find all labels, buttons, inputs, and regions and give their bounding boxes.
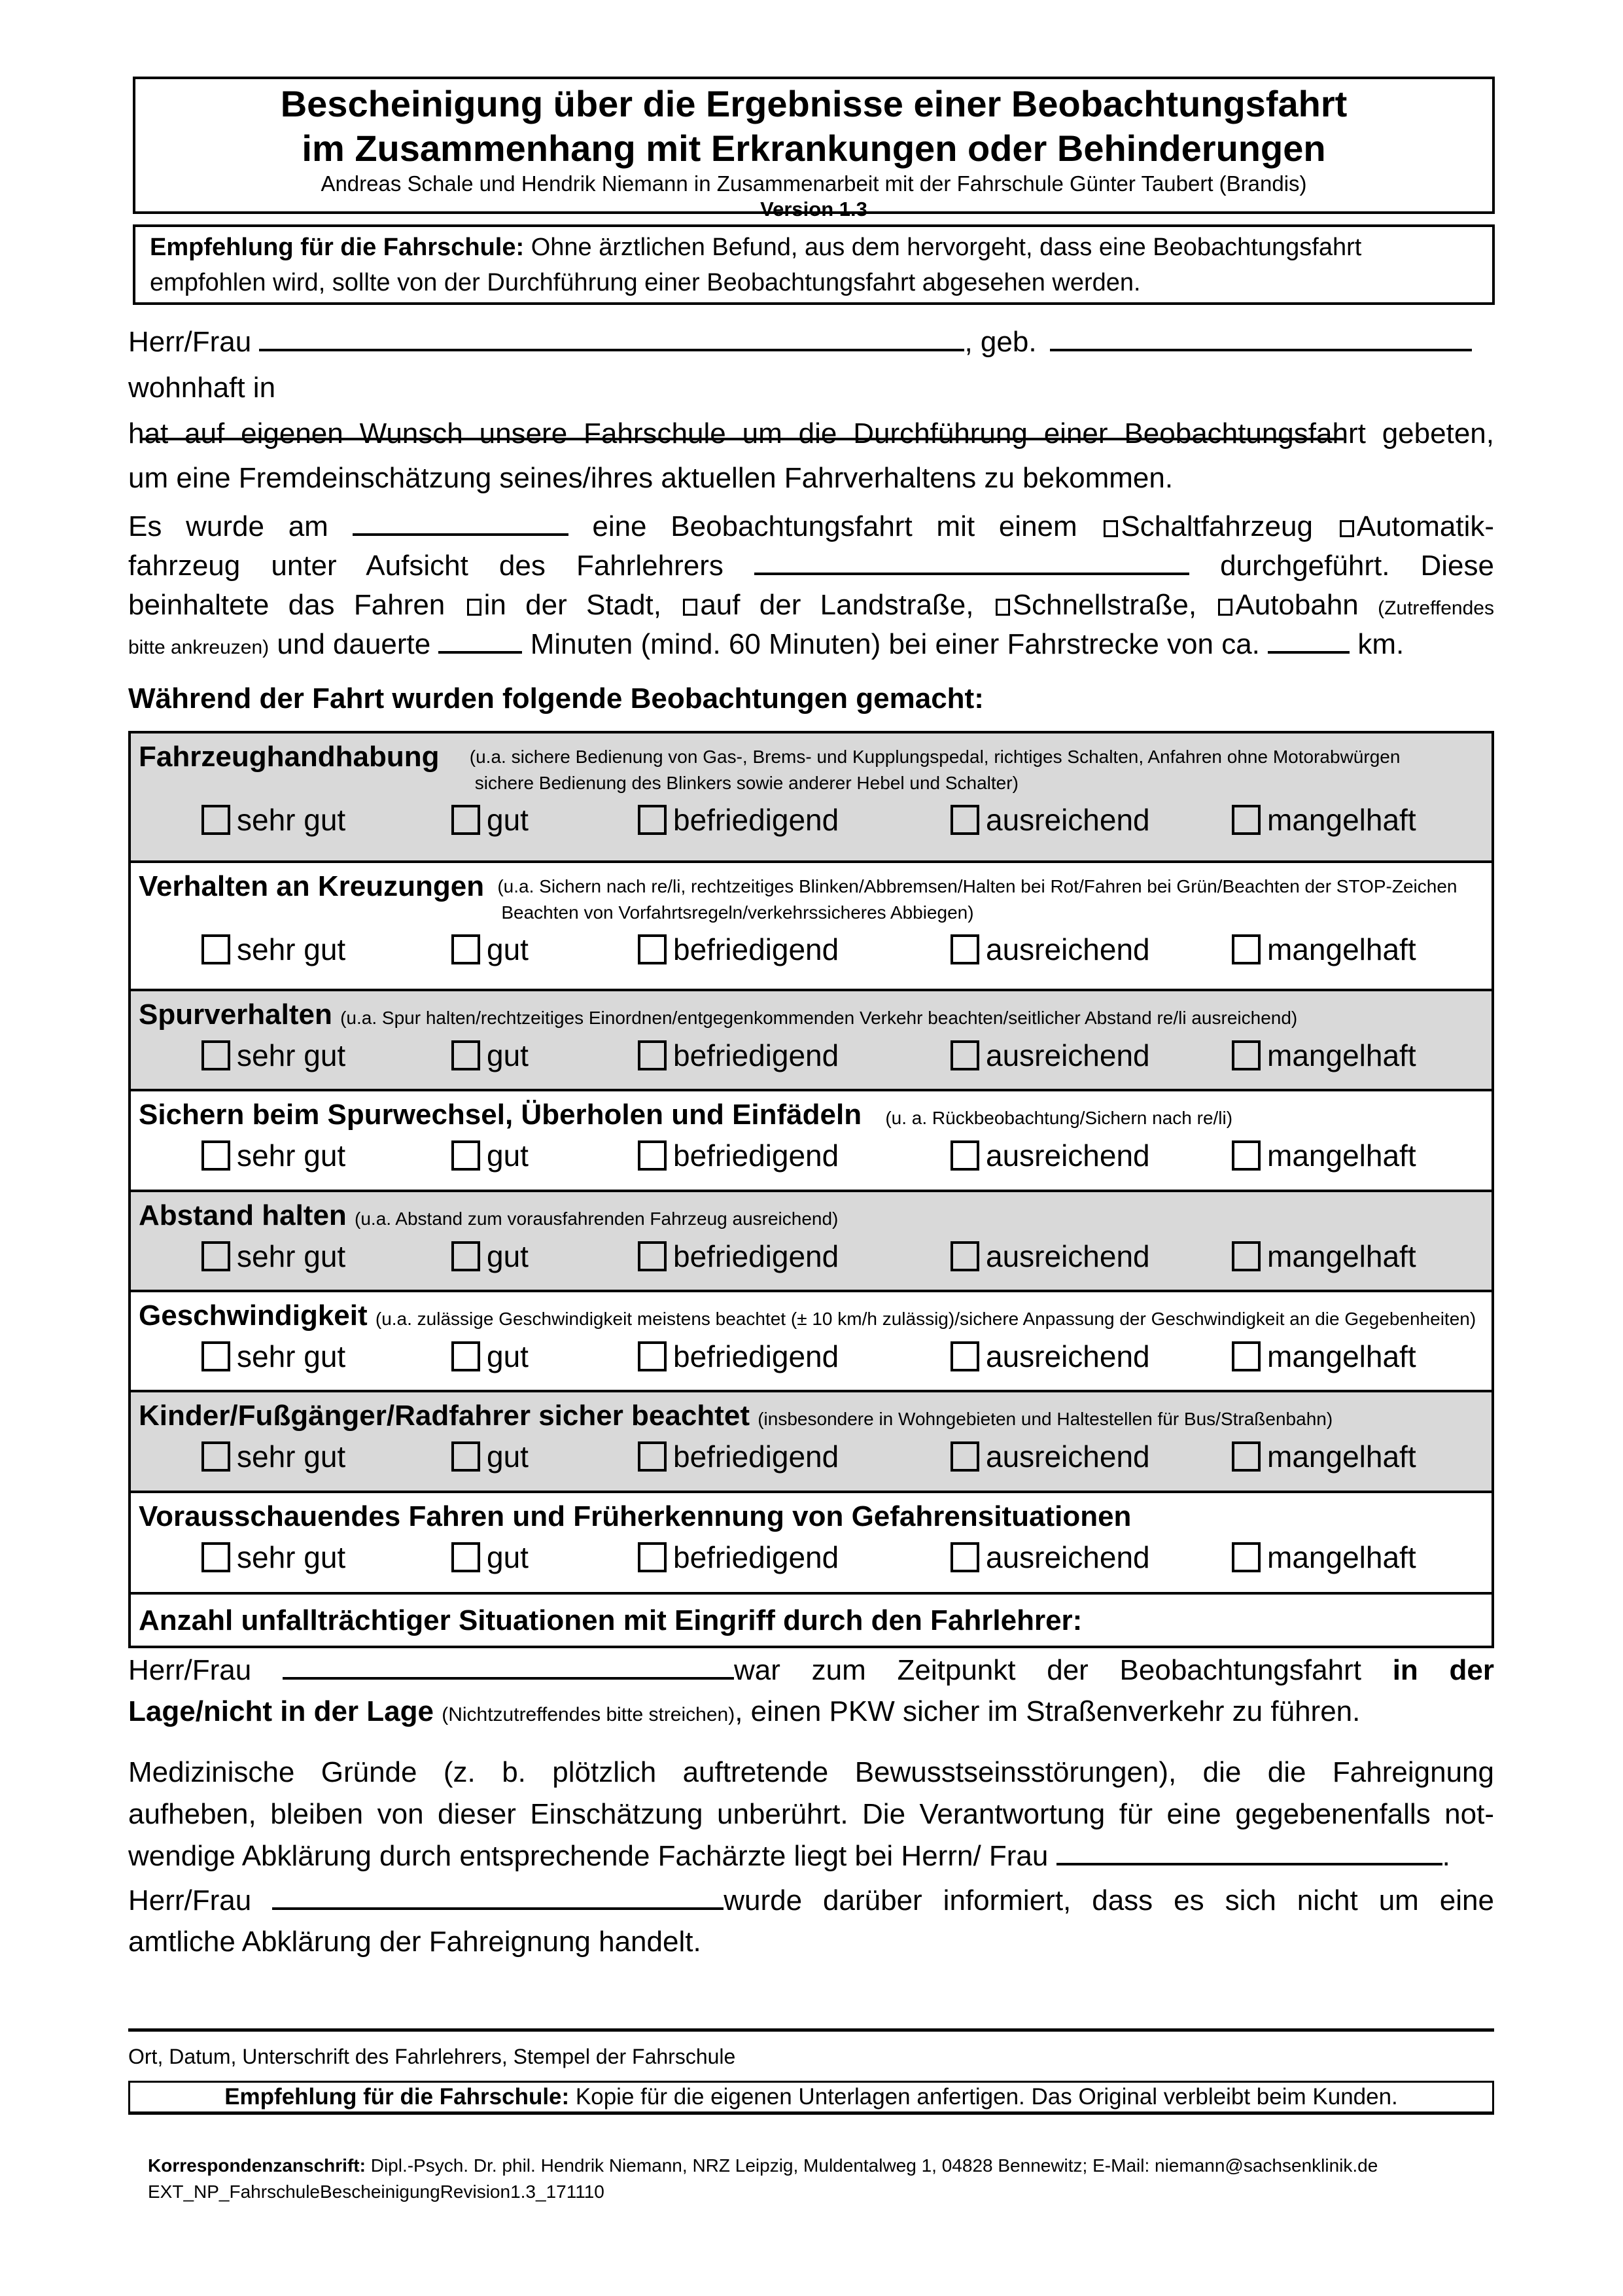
category-header [131,1392,1492,1433]
accidents-label: Anzahl unfallträchtiger Situationen mit Eingriff durch den Fahrlehrer: [139,1604,1083,1636]
checkbox-icon[interactable] [1232,1040,1261,1070]
checkbox-icon[interactable] [451,1140,480,1171]
checkbox-icon[interactable] [638,805,667,835]
hint-text: (Zutreffendes [1378,597,1494,619]
category-row-intersections [131,863,1492,991]
rating-mangelhaft[interactable] [1232,1539,1416,1576]
rating-label: befriedigend [673,1540,839,1574]
checkbox-icon[interactable] [1232,1441,1261,1472]
highway-label: Autobahn [1235,589,1359,621]
category-row-lane-change [131,1091,1492,1192]
category-description [497,874,1457,926]
authors-line: Andreas Schale und Hendrik Niemann in Zusammenarbeit mit der Fahrschule Günter Taubert (Brandis) [321,171,1307,196]
conclusion-name-field[interactable] [283,1651,734,1680]
recommendation-label: Empfehlung für die Fahrschule: [150,234,525,261]
rating-label: mangelhaft [1267,1439,1416,1474]
rating-label: gut [487,1038,529,1072]
rating-label: sehr gut [237,1540,346,1574]
category-description: (u.a. zulässige Geschwindigkeit meistens beachtet (± 10 km/h zulässig)/sichere Anpassung der Geschwindigkeit an die Gegebenheiten) [375,1309,1476,1329]
medical-line-3 [128,1835,1494,1878]
rating-label: gut [487,803,529,837]
rating-gut[interactable] [451,1137,529,1174]
rating-label: mangelhaft [1267,1239,1416,1273]
checkbox-icon[interactable] [201,1542,230,1572]
rating-ausreichend[interactable] [951,1137,1150,1174]
rating-label: ausreichend [986,1239,1150,1273]
category-description: (u. a. Rückbeobachtung/Sichern nach re/li) [885,1108,1233,1128]
informed-text: wurde darüber informiert, dass es sich nicht um eine [724,1884,1494,1916]
checkbox-icon[interactable] [1232,1341,1261,1371]
rating-label: gut [487,932,529,966]
highway-checkbox[interactable] [1218,599,1232,616]
intro-line-2: um eine Fremdeinschätzung seines/ihres aktuellen Fahrverhaltens zu bekommen. [128,462,1174,494]
rating-label: befriedigend [673,1439,839,1474]
checkbox-icon[interactable] [951,1341,979,1371]
city-label: in der Stadt, [483,589,661,621]
automatic-vehicle-label: Automatik- [1356,510,1495,542]
rating-befriedigend[interactable] [638,1438,839,1475]
checkbox-icon[interactable] [451,1441,480,1472]
rating-gut[interactable] [451,931,529,968]
category-title: Vorausschauendes Fahren und Früherkennung von Gefahrensituationen [139,1500,1132,1532]
checkbox-icon[interactable] [1232,805,1261,835]
correspondence-label: Korrespondenzanschrift: [148,2155,366,2176]
category-title: Geschwindigkeit [139,1299,368,1332]
checkbox-icon[interactable] [638,1241,667,1271]
version-label: Version 1.3 [760,198,867,221]
distance-field[interactable] [1268,625,1350,654]
rating-label: mangelhaft [1267,1139,1416,1173]
category-description-line: Beachten von Vorfahrtsregeln/verkehrssicheres Abbiegen) [501,902,974,923]
category-title: Fahrzeughandhabung [139,741,440,773]
name-field[interactable] [259,323,964,351]
checkbox-icon[interactable] [451,1542,480,1572]
rating-options [131,926,1492,978]
category-header [131,991,1492,1032]
rating-befriedigend[interactable] [638,1539,839,1576]
checkbox-icon[interactable] [451,805,480,835]
checkbox-icon[interactable] [951,1241,979,1271]
intro-line-1: hat auf eigenen Wunsch unsere Fahrschule um die Durchführung einer Beobachtungsfahrt gebeten, [128,417,1494,450]
trip-text: Minuten (mind. 60 Minuten) bei einer Fahrstrecke von ca. [530,628,1260,660]
rating-ausreichend[interactable] [951,1037,1150,1074]
rating-options [131,1534,1492,1586]
category-title: Sichern beim Spurwechsel, Überholen und Einfädeln [139,1099,862,1131]
informed-name-field[interactable] [272,1881,724,1910]
informed-line-1 [128,1879,1494,1922]
document-title-line1: Bescheinigung über die Ergebnisse einer Beobachtungsfahrt [280,83,1348,124]
trip-line-4 [128,625,1494,667]
category-title: Verhalten an Kreuzungen [139,870,485,902]
conclusion-text: , einen PKW sicher im Straßenverkehr zu führen. [735,1695,1361,1727]
hint-text: bitte ankreuzen) [128,637,270,658]
rating-label: gut [487,1239,529,1273]
rating-label: mangelhaft [1267,1540,1416,1574]
birthdate-field[interactable] [1050,323,1472,351]
title-box [133,77,1495,221]
herr-frau-label: Herr/Frau [128,1884,252,1916]
rating-label: gut [487,1540,529,1574]
category-title: Spurverhalten [139,998,332,1031]
rating-label: ausreichend [986,932,1150,966]
category-header [131,1091,1492,1132]
rating-gut[interactable] [451,1438,529,1475]
rating-mangelhaft[interactable] [1232,931,1416,968]
rating-label: befriedigend [673,1139,839,1173]
rating-label: ausreichend [986,1339,1150,1373]
checkbox-icon[interactable] [951,1140,979,1171]
checkbox-icon[interactable] [638,1542,667,1572]
checkbox-icon[interactable] [201,934,230,964]
checkbox-icon[interactable] [951,1040,979,1070]
expressway-label: Schnellstraße, [1012,589,1197,621]
checkbox-icon[interactable] [638,934,667,964]
category-header [131,1192,1492,1233]
rating-options [131,1433,1492,1485]
rating-gut[interactable] [451,1539,529,1576]
personal-line-1 [128,321,1494,364]
category-header [131,1292,1492,1333]
country-road-label: auf der Landstraße, [700,589,974,621]
rating-options [131,1233,1492,1285]
rating-label: sehr gut [237,1339,346,1373]
checkbox-icon[interactable] [1232,934,1261,964]
medical-line-1: Medizinische Gründe (z. b. plötzlich auftretende Bewusstseinsstörungen), die die Fahreignung [128,1756,1494,1788]
trip-text: unter Aufsicht des Fahrlehrers [271,550,724,582]
category-description: (insbesondere in Wohngebieten und Haltestellen für Bus/Straßenbahn) [758,1409,1333,1429]
country-road-checkbox[interactable] [683,599,697,616]
checkbox-icon[interactable] [451,1341,480,1371]
informed-line-2: amtliche Abklärung der Fahreignung handelt. [128,1926,701,1958]
instructor-field[interactable] [754,546,1189,575]
rating-mangelhaft[interactable] [1232,1438,1416,1475]
manual-vehicle-label: Schaltfahrzeug [1121,510,1313,542]
rating-label: gut [487,1139,529,1173]
trip-line-3 [128,586,1494,628]
rating-label: gut [487,1339,529,1373]
category-header [131,863,1492,926]
geb-label: , geb. [964,326,1037,358]
recommendation-box-top [133,224,1495,305]
rating-label: mangelhaft [1267,803,1416,837]
trip-text: Es wurde am [128,510,328,542]
rating-label: mangelhaft [1267,1038,1416,1072]
city-checkbox[interactable] [467,599,481,616]
rating-label: ausreichend [986,803,1150,837]
checkbox-icon[interactable] [638,1040,667,1070]
rating-sehr-gut[interactable] [201,802,345,838]
rating-sehr-gut[interactable] [201,931,345,968]
conclusion-line-2 [128,1690,1494,1737]
observations-heading: Während der Fahrt wurden folgende Beobachtungen gemacht: [128,682,984,715]
rating-mangelhaft[interactable] [1232,1238,1416,1275]
rating-befriedigend[interactable] [638,802,839,838]
conclusion-bold: in der [1392,1654,1494,1686]
conclusion-text: war zum Zeitpunkt der Beobachtungsfahrt [734,1654,1361,1686]
rating-ausreichend[interactable] [951,1539,1150,1576]
signature-label: Ort, Datum, Unterschrift des Fahrlehrers, Stempel der Fahrschule [128,2045,736,2068]
rating-label: mangelhaft [1267,1339,1416,1373]
checkbox-icon[interactable] [1232,1241,1261,1271]
checkbox-icon[interactable] [638,1441,667,1472]
checkbox-icon[interactable] [1232,1542,1261,1572]
rating-label: ausreichend [986,1038,1150,1072]
rating-mangelhaft[interactable] [1232,1137,1416,1174]
rating-ausreichend[interactable] [951,931,1150,968]
medical-line-2: aufheben, bleiben von dieser Einschätzung unberührt. Die Verantwortung für eine gegebenenfalls not- [128,1798,1494,1830]
ability-option-text: Lage/nicht in der Lage [128,1695,434,1727]
trip-text: beinhaltete das Fahren [128,589,445,621]
rating-befriedigend[interactable] [638,1338,839,1375]
category-row-speed [131,1292,1492,1392]
recommendation-label: Empfehlung für die Fahrschule: [224,2084,570,2110]
rating-label: sehr gut [237,1239,346,1273]
category-header [131,733,1492,796]
rating-options [131,1032,1492,1084]
category-row-distance [131,1192,1492,1292]
category-description-line: sichere Bedienung des Blinkers sowie anderer Hebel und Schalter) [474,773,1019,793]
category-description-line: (u.a. sichere Bedienung von Gas-, Brems- und Kupplungspedal, richtiges Schalten, Anfahren ohne Motorabwürgen [469,747,1401,767]
accidents-row[interactable] [131,1595,1492,1646]
checkbox-icon[interactable] [201,1441,230,1472]
category-title: Kinder/Fußgänger/Radfahrer sicher beachtet [139,1400,750,1432]
rating-label: ausreichend [986,1139,1150,1173]
rating-gut[interactable] [451,802,529,838]
rating-mangelhaft[interactable] [1232,1338,1416,1375]
automatic-vehicle-checkbox[interactable] [1340,520,1354,537]
wohnhaft-label: wohnhaft in [128,372,276,404]
rating-sehr-gut[interactable] [201,1037,345,1074]
trip-text: durchgeführt. Diese [1220,550,1495,582]
conclusion-line-1 [128,1649,1494,1692]
checkbox-icon[interactable] [451,1040,480,1070]
checkbox-icon[interactable] [201,1341,230,1371]
trip-line-2 [128,546,1494,586]
rating-sehr-gut[interactable] [201,1137,345,1174]
category-description: (u.a. Spur halten/rechtzeitiges Einordnen/entgegenkommenden Verkehr beachten/seitlicher Abstand re/li ausreichend) [340,1008,1298,1028]
checkbox-icon[interactable] [951,1441,979,1472]
rating-label: befriedigend [673,1339,839,1373]
trip-date-field[interactable] [353,507,568,536]
rating-ausreichend[interactable] [951,802,1150,838]
category-title: Abstand halten [139,1199,347,1231]
rating-mangelhaft[interactable] [1232,802,1416,838]
checkbox-icon[interactable] [951,805,979,835]
medical-text: . [1442,1840,1450,1872]
rating-options [131,796,1492,849]
herr-frau-label: Herr/Frau [128,326,252,358]
rating-label: sehr gut [237,803,346,837]
rating-label: befriedigend [673,803,839,837]
recommendation-box-bottom [128,2081,1494,2115]
category-row-vehicle-handling [131,733,1492,863]
document-title-line2: im Zusammenhang mit Erkrankungen oder Behinderungen [302,128,1326,169]
rating-ausreichend[interactable] [951,1338,1150,1375]
rating-befriedigend[interactable] [638,931,839,968]
responsible-person-field[interactable] [1056,1837,1442,1865]
rating-ausreichend[interactable] [951,1238,1150,1275]
trip-text: eine Beobachtungsfahrt mit einem [592,510,1077,542]
category-description [470,744,1401,796]
rating-label: befriedigend [673,1038,839,1072]
trip-text: und dauerte [277,628,431,660]
rating-befriedigend[interactable] [638,1137,839,1174]
checkbox-icon[interactable] [201,805,230,835]
rating-label: befriedigend [673,1239,839,1273]
rating-label: befriedigend [673,932,839,966]
rating-befriedigend[interactable] [638,1037,839,1074]
herr-frau-label: Herr/Frau [128,1654,252,1686]
rating-label: gut [487,1439,529,1474]
recommendation-text: Kopie für die eigenen Unterlagen anfertigen. Das Original verbleibt beim Kunden. [569,2084,1398,2110]
duration-field[interactable] [438,625,522,654]
rating-label: sehr gut [237,1439,346,1474]
rating-befriedigend[interactable] [638,1238,839,1275]
rating-sehr-gut[interactable] [201,1238,345,1275]
rating-sehr-gut[interactable] [201,1438,345,1475]
trip-text: km. [1357,628,1405,660]
medical-text: wendige Abklärung durch entsprechende Fachärzte liegt bei Herrn/ Frau [128,1840,1049,1872]
hint-text: (Nichtzutreffendes bitte streichen) [442,1704,735,1725]
rating-label: ausreichend [986,1540,1150,1574]
rating-ausreichend[interactable] [951,1438,1150,1475]
checkbox-icon[interactable] [951,1542,979,1572]
evaluation-table [128,731,1494,1648]
signature-line[interactable] [128,2028,1494,2032]
rating-gut[interactable] [451,1338,529,1375]
rating-label: sehr gut [237,1038,346,1072]
rating-label: mangelhaft [1267,932,1416,966]
rating-label: sehr gut [237,932,346,966]
category-row-vulnerable-road-users [131,1392,1492,1493]
recommendation-text: Ohne ärztlichen Befund, aus dem hervorgeht, dass eine Beobachtungsfahrt empfohlen wird, sollte von der Durchführung einer Beobachtungsfahrt abgesehen werden. [150,234,1362,296]
file-identifier: EXT_NP_FahrschuleBescheinigungRevision1.3_171110 [148,2181,604,2202]
rating-label: sehr gut [237,1139,346,1173]
checkbox-icon[interactable] [201,1241,230,1271]
checkbox-icon[interactable] [638,1140,667,1171]
checkbox-icon[interactable] [638,1341,667,1371]
checkbox-icon[interactable] [451,1241,480,1271]
category-header [131,1493,1492,1534]
rating-label: ausreichend [986,1439,1150,1474]
checkbox-icon[interactable] [451,934,480,964]
trip-text: fahrzeug [128,550,241,582]
correspondence-text: Dipl.-Psych. Dr. phil. Hendrik Niemann, NRZ Leipzig, Muldentalweg 1, 04828 Bennewitz; E-Mail: niemann@sachsenklinik.de [365,2155,1378,2176]
correspondence-footer [148,2153,1378,2205]
rating-gut[interactable] [451,1037,529,1074]
rating-options [131,1333,1492,1385]
category-header [131,1595,1492,1638]
category-row-lane-keeping [131,991,1492,1091]
rating-sehr-gut[interactable] [201,1539,345,1576]
rating-sehr-gut[interactable] [201,1338,345,1375]
category-description-line: (u.a. Sichern nach re/li, rechtzeitiges Blinken/Abbremsen/Halten bei Rot/Fahren bei Grün/Beachten der STOP-Zeichen [497,876,1457,896]
checkbox-icon[interactable] [201,1140,230,1171]
checkbox-icon[interactable] [951,934,979,964]
manual-vehicle-checkbox[interactable] [1104,520,1118,537]
category-description: (u.a. Abstand zum vorausfahrenden Fahrzeug ausreichend) [355,1209,839,1229]
rating-mangelhaft[interactable] [1232,1037,1416,1074]
rating-gut[interactable] [451,1238,529,1275]
rating-options [131,1132,1492,1184]
checkbox-icon[interactable] [201,1040,230,1070]
checkbox-icon[interactable] [1232,1140,1261,1171]
expressway-checkbox[interactable] [996,599,1010,616]
trip-line-1 [128,507,1494,546]
category-row-anticipatory-driving [131,1493,1492,1595]
